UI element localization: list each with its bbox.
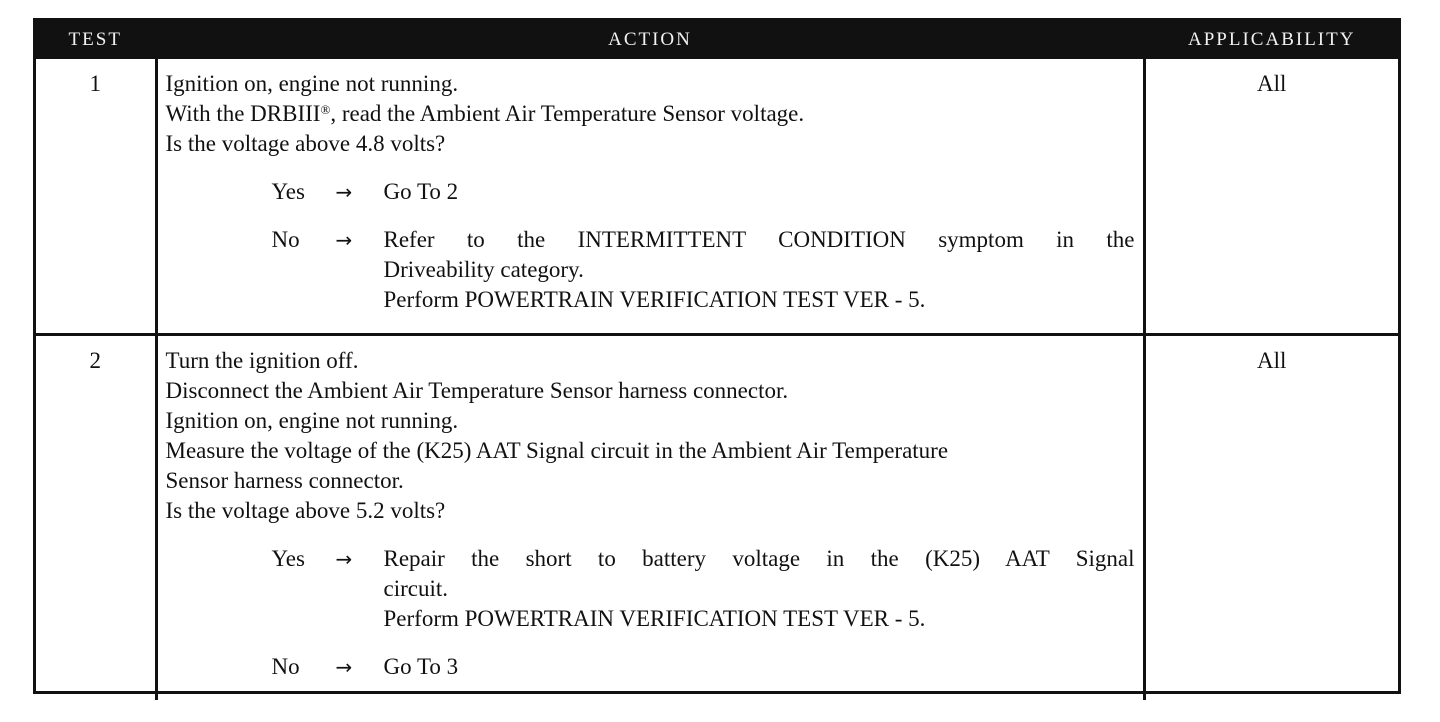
answer-result (384, 544, 1135, 634)
diagnostic-test-table-frame (33, 18, 1401, 694)
table-body (36, 59, 1398, 700)
header-applicability: APPLICABILITY (1144, 21, 1398, 59)
answer-result-line: Perform POWERTRAIN VERIFICATION TEST VER - 5. (383, 606, 926, 631)
answer-label: Yes (271, 179, 305, 204)
action-step: Ignition on, engine not running. (165, 408, 459, 433)
answer-result (384, 225, 1135, 315)
table-row-test-2 (36, 335, 1398, 701)
action-step-text: , read the Ambient Air Temperature Sensor voltage. (330, 101, 805, 126)
test-number-cell (36, 59, 156, 335)
applicability-cell (1144, 59, 1398, 335)
test-number: 1 (89, 71, 101, 96)
answer-no (166, 225, 1135, 315)
answer-label: Yes (271, 546, 305, 571)
action-step: Is the voltage above 5.2 volts? (165, 498, 446, 523)
header-test: TEST (36, 21, 156, 59)
right-arrow-icon: → (335, 228, 353, 252)
right-arrow-icon: → (335, 547, 353, 571)
answer-result-line: Perform POWERTRAIN VERIFICATION TEST VER - 5. (383, 287, 926, 312)
answer-result-line: circuit. (383, 576, 448, 601)
right-arrow-icon: → (335, 655, 353, 679)
answer-result-line: Go To 2 (383, 179, 459, 204)
answer-label: No (271, 654, 300, 679)
answer-result (384, 177, 1135, 207)
action-step: Turn the ignition off. (165, 348, 359, 373)
test-number: 2 (89, 348, 101, 373)
applicability-value: All (1257, 348, 1287, 373)
answer-result-line: Go To 3 (383, 654, 459, 679)
answer-yes (166, 177, 1135, 207)
diagnostic-test-table (36, 21, 1398, 700)
action-step: Disconnect the Ambient Air Temperature Sensor harness connector. (165, 378, 789, 403)
answer-yes (166, 544, 1135, 634)
test-number-cell (36, 335, 156, 701)
action-step-text: With the DRBIII (165, 101, 321, 126)
action-cell (156, 59, 1144, 335)
answer-result-line: Driveability category. (383, 257, 584, 282)
action-step: Is the voltage above 4.8 volts? (165, 131, 446, 156)
action-step: Ignition on, engine not running. (165, 71, 459, 96)
answer-result (384, 652, 1135, 682)
action-step (166, 99, 1135, 129)
table-header (36, 21, 1398, 59)
answer-label: No (271, 227, 300, 252)
answer-no (166, 652, 1135, 682)
applicability-value: All (1257, 71, 1287, 96)
action-step: Measure the voltage of the (K25) AAT Signal circuit in the Ambient Air Temperature (165, 438, 949, 463)
answer-list (166, 177, 1135, 315)
answer-result-line: Refer to the INTERMITTENT CONDITION symptom in the (383, 227, 1135, 252)
header-row (36, 21, 1398, 59)
answer-result-line: Repair the short to battery voltage in the (K25) AAT Signal (383, 546, 1135, 571)
action-step: Sensor harness connector. (165, 468, 404, 493)
header-action: ACTION (156, 21, 1144, 59)
registered-mark: ® (320, 102, 331, 117)
answer-list (166, 544, 1135, 682)
right-arrow-icon: → (335, 180, 353, 204)
applicability-cell (1144, 335, 1398, 701)
action-cell (156, 335, 1144, 701)
table-row-test-1 (36, 59, 1398, 335)
